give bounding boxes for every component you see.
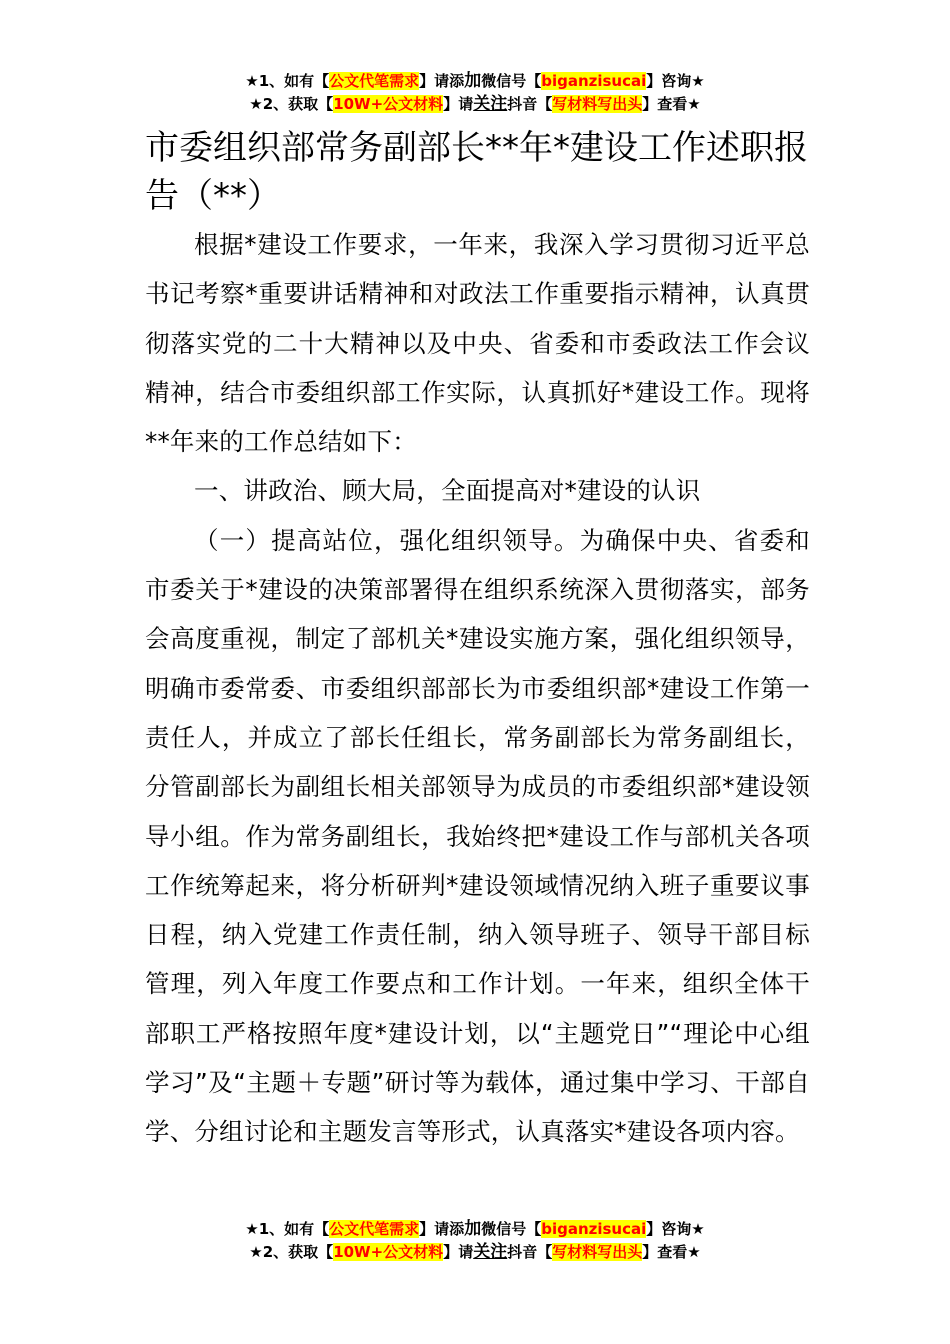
banner-line-1 bbox=[0, 1218, 950, 1241]
banner-text: 加 bbox=[464, 1219, 482, 1239]
banner-line-2 bbox=[0, 93, 950, 116]
banner-text: ★1、如有【 bbox=[245, 1220, 330, 1238]
top-banner bbox=[0, 70, 950, 116]
highlight-materials: 10W+公文材料 bbox=[333, 1243, 444, 1261]
banner-text: 】查看★ bbox=[642, 95, 701, 113]
banner-text: 关注 bbox=[473, 1242, 508, 1262]
bottom-banner bbox=[0, 1218, 950, 1264]
banner-text: 】咨询★ bbox=[646, 1220, 705, 1238]
banner-text: 】请 bbox=[443, 95, 474, 113]
document-body bbox=[145, 220, 810, 1157]
banner-text: 微信号【 bbox=[481, 72, 542, 90]
highlight-materials: 10W+公文材料 bbox=[333, 95, 444, 113]
highlight-service: 公文代笔需求 bbox=[329, 72, 420, 90]
document-title: 市委组织部常务副部长**年*建设工作述职报告（**） bbox=[145, 128, 808, 216]
banner-text: 关注 bbox=[473, 94, 508, 114]
banner-text: ★1、如有【 bbox=[245, 72, 330, 90]
highlight-douyin-account: 写材料写出头 bbox=[552, 1243, 643, 1261]
highlight-douyin-account: 写材料写出头 bbox=[552, 95, 643, 113]
banner-line-1 bbox=[0, 70, 950, 93]
banner-text: 】请添 bbox=[419, 72, 465, 90]
banner-line-2 bbox=[0, 1241, 950, 1264]
banner-text: 】请 bbox=[443, 1243, 474, 1261]
banner-text: 】咨询★ bbox=[646, 72, 705, 90]
highlight-service: 公文代笔需求 bbox=[329, 1220, 420, 1238]
banner-text: 加 bbox=[464, 71, 482, 91]
banner-text: 抖音【 bbox=[507, 1243, 553, 1261]
highlight-wechat-id: biganzisucai bbox=[541, 1220, 647, 1238]
paragraph-intro: 根据*建设工作要求，一年来，我深入学习贯彻习近平总书记考察*重要讲话精神和对政法工作重要指示精神，认真贯彻落实党的二十大精神以及中央、省委和市委政法工作会议精神，结合市委组织部工作实际，认真抓好*建设工作。现将**年来的工作总结如下： bbox=[145, 230, 810, 457]
banner-text: 】请添 bbox=[419, 1220, 465, 1238]
banner-text: ★2、获取【 bbox=[249, 1243, 334, 1261]
banner-text: 】查看★ bbox=[642, 1243, 701, 1261]
section-heading-1: 一、讲政治、顾大局，全面提高对*建设的认识 bbox=[194, 476, 701, 506]
highlight-wechat-id: biganzisucai bbox=[541, 72, 647, 90]
banner-text: ★2、获取【 bbox=[249, 95, 334, 113]
banner-text: 微信号【 bbox=[481, 1220, 542, 1238]
paragraph-1: （一）提高站位，强化组织领导。为确保中央、省委和市委关于*建设的决策部署得在组织系统深入贯彻落实，部务会高度重视，制定了部机关*建设实施方案，强化组织领导，明确市委常委、市委组织部部长为市委组织部*建设工作第一责任人，并成立了部长任组长，常务副部长为常务副组长，分管副部长为副组长相关部领导为成员的市委组织部*建设领导小组。作为常务副组长，我始终把*建设工作与部机关各项工作统筹起来，将分析研判*建设领域情况纳入班子重要议事日程，纳入党建工作责任制，纳入领导班子、领导干部目标管理，列入年度工作要点和工作计划。一年来，组织全体干部职工严格按照年度*建设计划，以“主题党日”“理论中心组学习”及“主题＋专题”研讨等为载体，通过集中学习、干部自学、分组讨论和主题发言等形式，认真落实*建设各项内容。 bbox=[145, 525, 810, 1147]
banner-text: 抖音【 bbox=[507, 95, 553, 113]
